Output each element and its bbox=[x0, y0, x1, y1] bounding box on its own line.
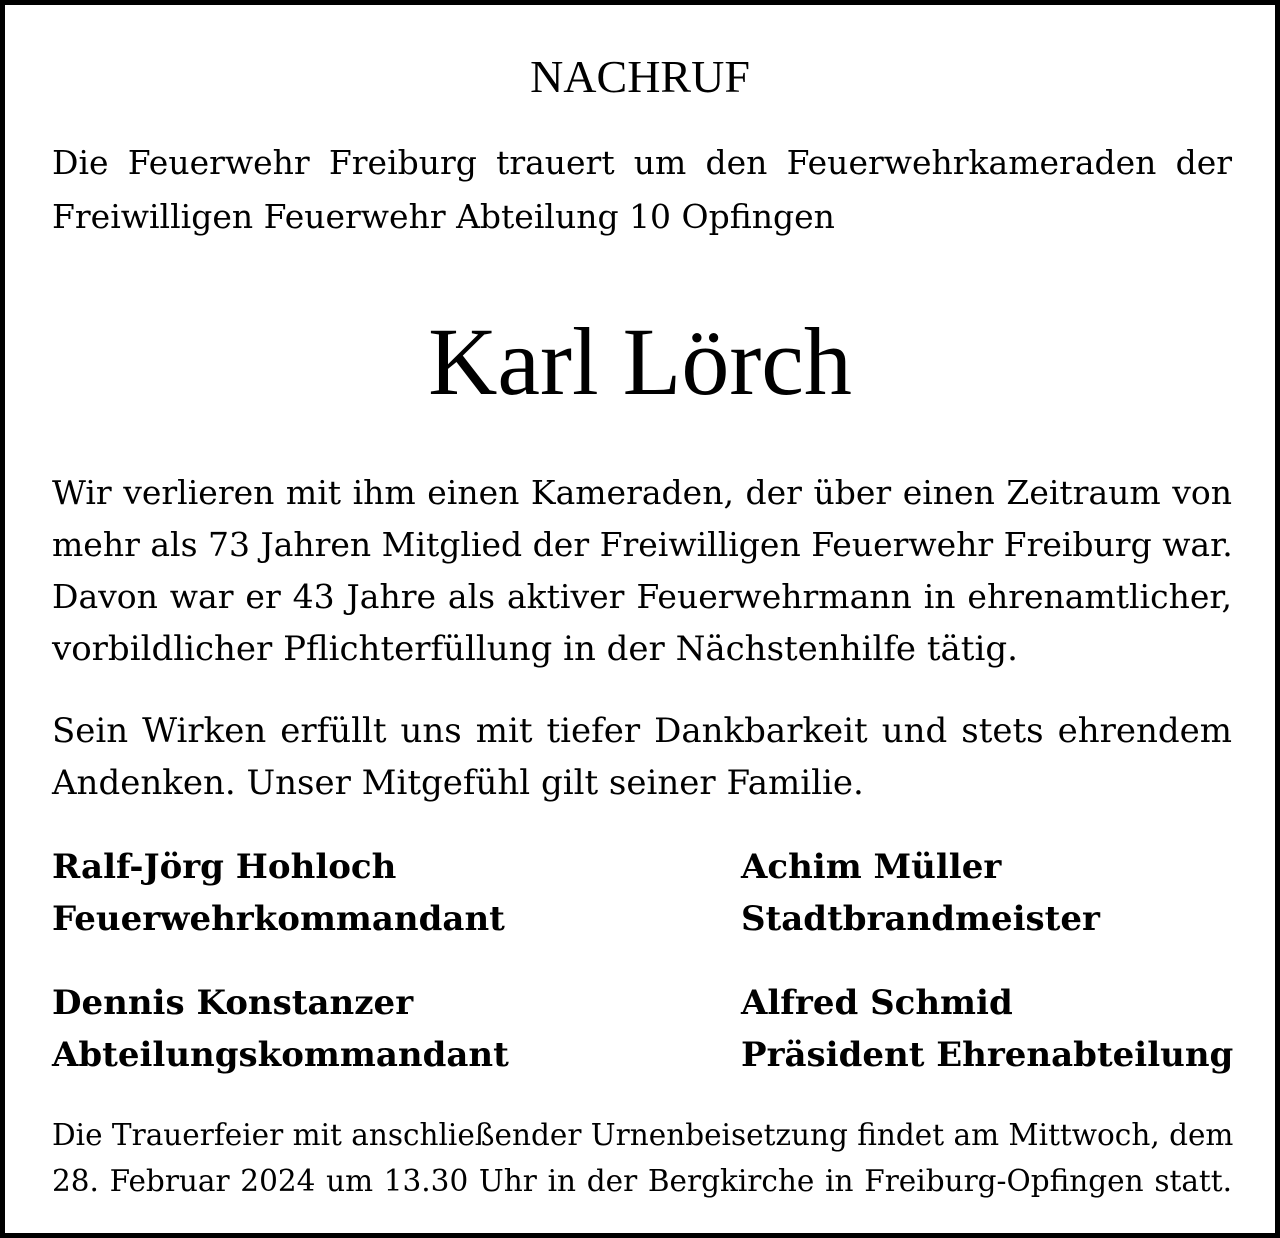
intro-line-2: Freiwilligen Feuerwehr Abteilung 10 Opfingen bbox=[52, 197, 835, 236]
footer-line-1: Die Trauerfeier mit anschließender Urnenbeisetzung findet am Mittwoch, dem bbox=[52, 1118, 1234, 1152]
paragraph-2-line-2: Andenken. Unser Mitgefühl gilt seiner Familie. bbox=[52, 763, 864, 803]
signatory-3-title: Abteilungskommandant bbox=[52, 1035, 509, 1075]
deceased-name: Karl Lörch bbox=[428, 308, 852, 415]
signatory-3-name: Dennis Konstanzer bbox=[52, 983, 414, 1023]
notice-heading: NACHRUF bbox=[530, 51, 750, 102]
paragraph-1-line-4: vorbildlicher Pflichterfüllung in der Nächstenhilfe tätig. bbox=[52, 629, 1018, 669]
signatory-4-name: Alfred Schmid bbox=[741, 983, 1013, 1023]
signatory-2-name: Achim Müller bbox=[741, 847, 1002, 887]
signatory-1-title: Feuerwehrkommandant bbox=[52, 899, 505, 939]
signatory-1-name: Ralf-Jörg Hohloch bbox=[52, 847, 397, 887]
paragraph-1-line-1: Wir verlieren mit ihm einen Kameraden, der über einen Zeitraum von bbox=[52, 473, 1232, 512]
paragraph-1-line-3: Davon war er 43 Jahre als aktiver Feuerwehrmann in ehrenamtlicher, bbox=[52, 577, 1232, 616]
signatory-4-title: Präsident Ehrenabteilung bbox=[741, 1035, 1234, 1075]
footer-line-2: 28. Februar 2024 um 13.30 Uhr in der Bergkirche in Freiburg-Opfingen statt. bbox=[52, 1164, 1232, 1198]
signatory-2-title: Stadtbrandmeister bbox=[741, 899, 1100, 939]
intro-line-1: Die Feuerwehr Freiburg trauert um den Feuerwehrkameraden der bbox=[52, 143, 1232, 182]
paragraph-2-line-1: Sein Wirken erfüllt uns mit tiefer Dankbarkeit und stets ehrendem bbox=[52, 711, 1232, 751]
paragraph-1-line-2: mehr als 73 Jahren Mitglied der Freiwilligen Feuerwehr Freiburg war. bbox=[52, 525, 1233, 564]
